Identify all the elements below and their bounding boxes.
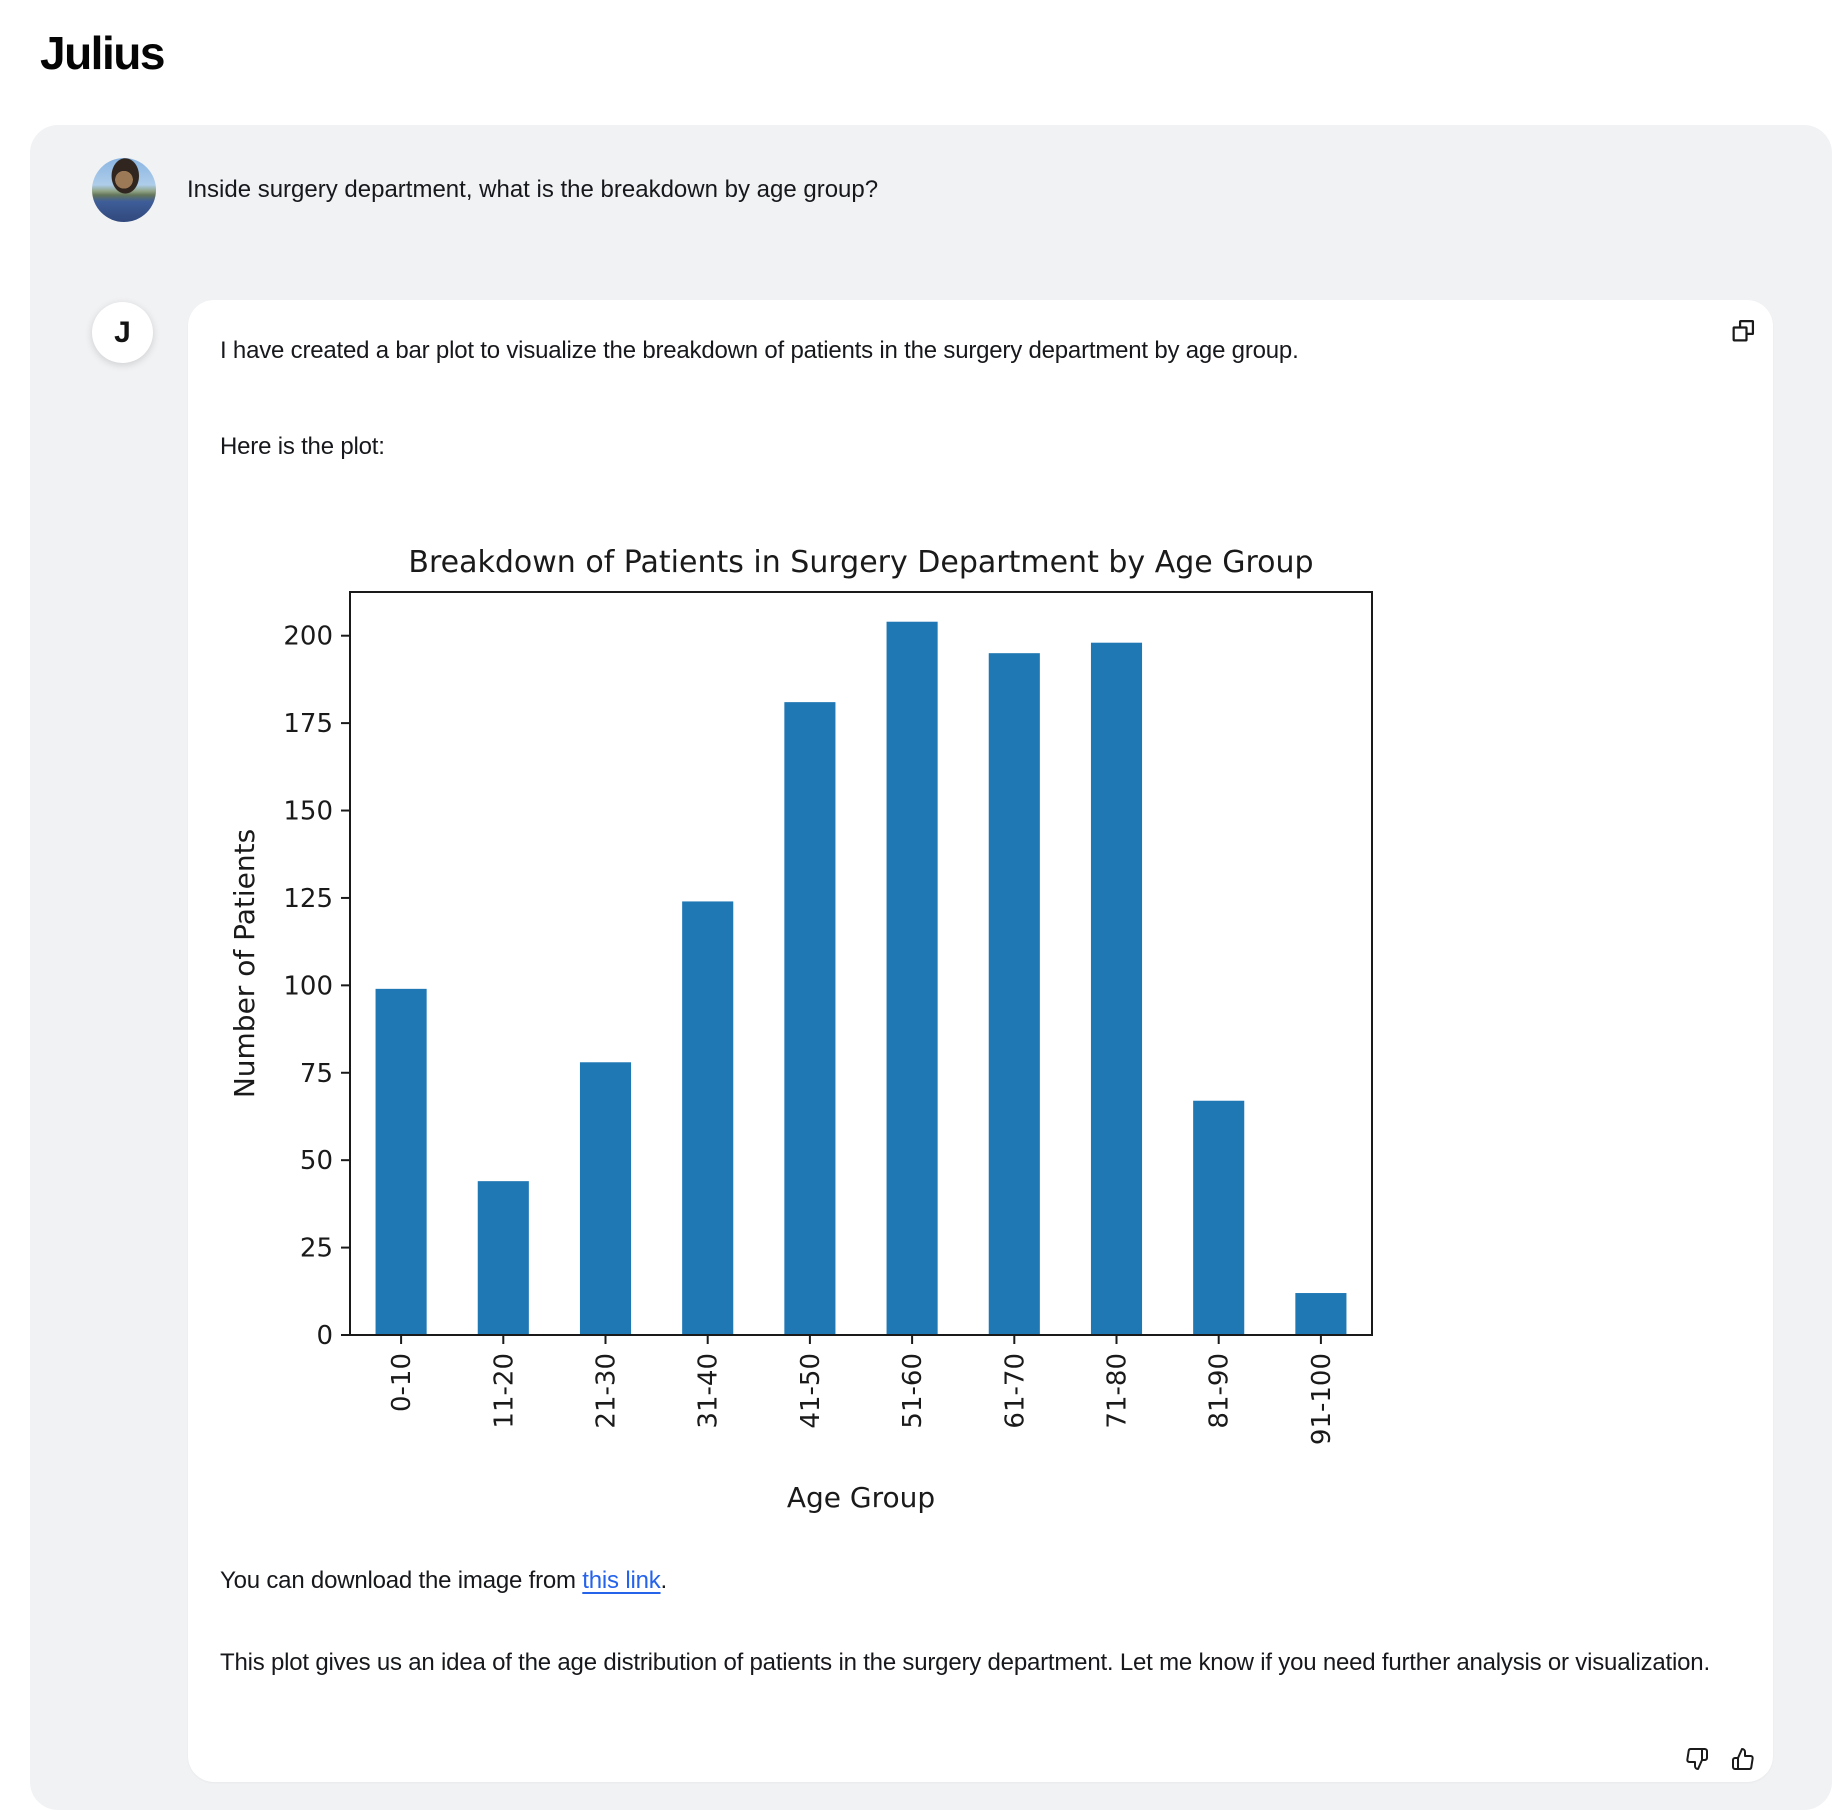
- svg-text:31-40: 31-40: [693, 1353, 724, 1429]
- svg-text:25: 25: [299, 1233, 333, 1264]
- svg-text:51-60: 51-60: [898, 1353, 929, 1429]
- assistant-avatar-letter: J: [114, 315, 131, 349]
- svg-text:61-70: 61-70: [1000, 1353, 1031, 1429]
- svg-text:150: 150: [283, 796, 333, 827]
- feedback-buttons: [1685, 1746, 1757, 1772]
- user-message-text: Inside surgery department, what is the breakdown by age group?: [187, 176, 879, 203]
- svg-text:50: 50: [299, 1146, 333, 1177]
- svg-text:41-50: 41-50: [795, 1353, 826, 1429]
- svg-text:75: 75: [299, 1058, 333, 1089]
- svg-text:0-10: 0-10: [387, 1353, 418, 1413]
- svg-text:0: 0: [316, 1321, 333, 1351]
- assistant-paragraph-lead-in: Here is the plot:: [220, 433, 385, 460]
- assistant-message-card: [188, 300, 1773, 1782]
- svg-text:91-100: 91-100: [1306, 1353, 1337, 1446]
- svg-text:11-20: 11-20: [489, 1353, 520, 1429]
- svg-text:71-80: 71-80: [1102, 1353, 1133, 1429]
- copy-icon: [1729, 317, 1757, 345]
- download-suffix: .: [660, 1567, 667, 1594]
- svg-text:Age Group: Age Group: [786, 1481, 936, 1514]
- thumbs-up-icon: [1731, 1747, 1755, 1771]
- svg-text:Breakdown of Patients in Surge: Breakdown of Patients in Surgery Department by Age Group: [408, 545, 1314, 580]
- copy-button[interactable]: [1729, 314, 1763, 348]
- svg-text:Number of Patients: Number of Patients: [228, 828, 261, 1099]
- user-avatar: [92, 158, 156, 222]
- assistant-avatar: [92, 302, 153, 363]
- svg-text:100: 100: [283, 971, 333, 1002]
- svg-text:81-90: 81-90: [1204, 1353, 1235, 1429]
- thumbs-down-icon: [1685, 1747, 1709, 1771]
- svg-text:125: 125: [283, 883, 333, 914]
- download-line: [220, 1564, 1728, 1598]
- app-logo: Julius: [40, 27, 164, 79]
- assistant-paragraph-closing: This plot gives us an idea of the age distribution of patients in the surgery department. Let me know if you need further analysis or visualization.: [220, 1649, 1710, 1676]
- chat-container: [30, 125, 1832, 1810]
- download-link[interactable]: this link: [582, 1567, 661, 1594]
- thumbs-up-button[interactable]: [1731, 1746, 1757, 1772]
- download-prefix: You can download the image from: [220, 1567, 583, 1594]
- thumbs-down-button[interactable]: [1685, 1746, 1711, 1772]
- svg-text:21-30: 21-30: [591, 1353, 622, 1429]
- assistant-paragraph-intro: I have created a bar plot to visualize the breakdown of patients in the surgery department by age group.: [220, 337, 1299, 364]
- bar-chart: [220, 522, 1400, 1542]
- svg-text:175: 175: [283, 709, 333, 740]
- svg-text:200: 200: [283, 621, 333, 652]
